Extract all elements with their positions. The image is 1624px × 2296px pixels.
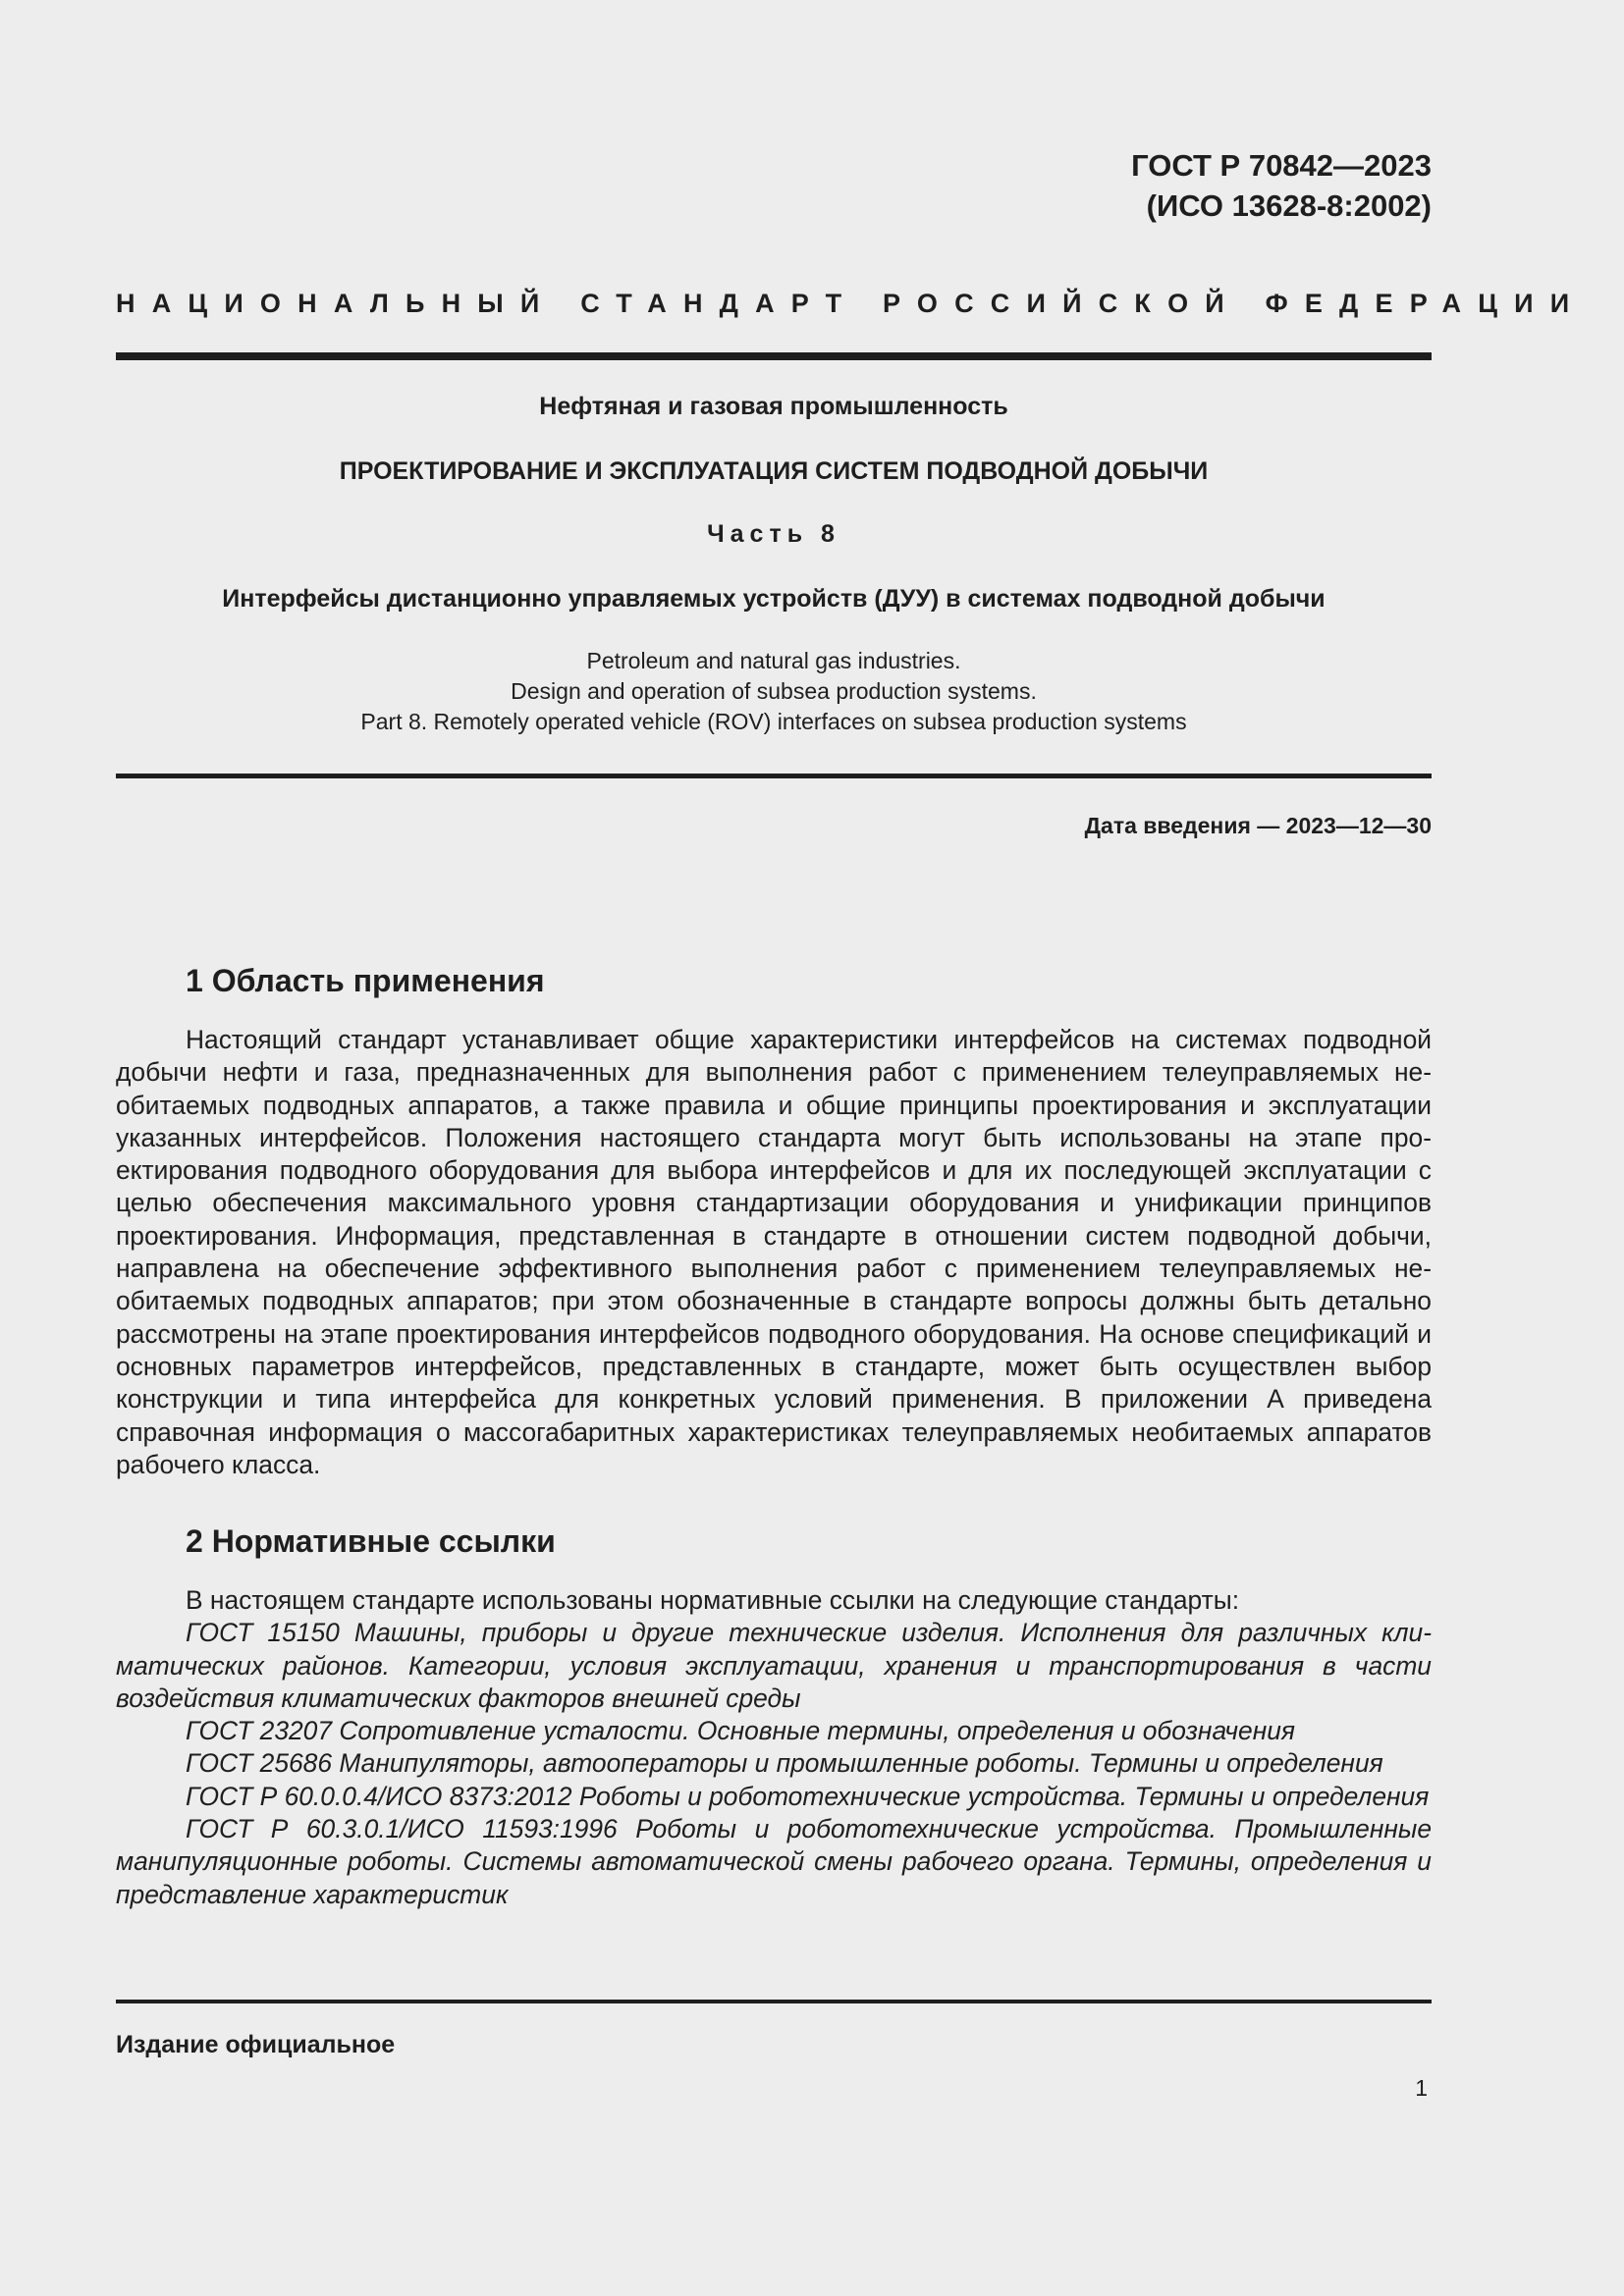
top-divider (116, 352, 1432, 360)
reference-item: ГОСТ 23207 Сопротивление усталости. Основные термины, определения и обозначения (186, 1716, 1295, 1746)
english-title-line-1: Petroleum and natural gas industries. (586, 648, 961, 673)
section-1-heading: 1 Область применения (186, 963, 545, 998)
part-label: Часть 8 (707, 520, 840, 548)
document-page (116, 0, 1587, 2296)
reference-item: ГОСТ Р 60.0.0.4/ИСО 8373:2012 Роботы и робототехнические устройства. Термины и определения (186, 1781, 1430, 1811)
reference-item: ГОСТ 25686 Манипуляторы, автооператоры и промышленные роботы. Термины и определения (186, 1748, 1383, 1779)
section-2-heading: 2 Нормативные ссылки (186, 1523, 556, 1559)
introduction-date: Дата введения — 2023—12—30 (1084, 813, 1432, 838)
reference-item: ГОСТ 15150 Машины, приборы и другие технические изделия. Исполнения для различных климатических районов. Категории, условия эксплуатации, хранения и транспортирования в части воздействия климатических факторов внешней среды (116, 1618, 1432, 1713)
references-intro: В настоящем стандарте использованы нормативные ссылки на следующие стандарты: (186, 1585, 1240, 1615)
document-number-line-2: (ИСО 13628-8:2002) (1146, 188, 1432, 223)
national-standard-caption: НАЦИОНАЛЬНЫЙ СТАНДАРТ РОССИЙСКОЙ ФЕДЕРАЦИИ (116, 289, 1587, 318)
english-title-line-3: Part 8. Remotely operated vehicle (ROV) interfaces on subsea production systems (360, 709, 1187, 734)
page-number: 1 (1415, 2075, 1428, 2101)
english-title (116, 646, 1432, 737)
document-number (1131, 145, 1432, 226)
official-edition-label: Издание официальное (116, 2031, 396, 2058)
main-title: ПРОЕКТИРОВАНИЕ И ЭКСПЛУАТАЦИЯ СИСТЕМ ПОДВОДНОЙ ДОБЫЧИ (339, 457, 1209, 485)
part-subtitle: Интерфейсы дистанционно управляемых устройств (ДУУ) в системах подводной добычи (222, 585, 1326, 613)
bottom-divider (116, 2000, 1432, 2003)
section-1-body: Настоящий стандарт устанавливает общие характеристики интерфейсов на системах подводной добычи нефти и газа, предназначенных для выполнения работ с применением телеуправляемых необитаемых подводных аппаратов, а также правила и общие принципы проектирования и эксплуатации указанных интерфейсов. Положения настоящего стандарта могут быть использованы на этапе проектирования подводного оборудования для выбора интерфейсов и для их последующей эксплуатации с целью обеспечения максимального уровня стандартизации оборудования и унификации принципов проектирования. Информация, представленная в стандарте в отношении систем подводной добычи, направлена на обеспечение эффективного выполнения работ с применением телеуправляемых необитаемых подводных аппаратов; при этом обозначенные в стандарте вопросы должны быть детально рассмотрены на этапе проектирования интерфейсов подводного оборудования. На основе спецификаций и основных параметров интерфейсов, представленных в стандарте, может быть осуществлен выбор конструкции и типа интерфейса для конкретных условий применения. В приложении А приведена справочная информация о массогабаритных характеристиках телеуправляемых необитаемых аппаратов рабочего класса. (116, 1025, 1432, 1479)
middle-divider (116, 774, 1432, 778)
reference-item: ГОСТ Р 60.3.0.1/ИСО 11593:1996 Роботы и робототехнические устройства. Промышленные манипуляционные роботы. Системы автоматической смены рабочего органа. Термины, определения и представление характеристик (116, 1814, 1432, 1909)
english-title-line-2: Design and operation of subsea production systems. (511, 678, 1037, 704)
industry-title: Нефтяная и газовая промышленность (539, 393, 1008, 420)
normative-references (116, 1584, 1432, 1911)
document-number-line-1: ГОСТ Р 70842—2023 (1131, 148, 1432, 183)
